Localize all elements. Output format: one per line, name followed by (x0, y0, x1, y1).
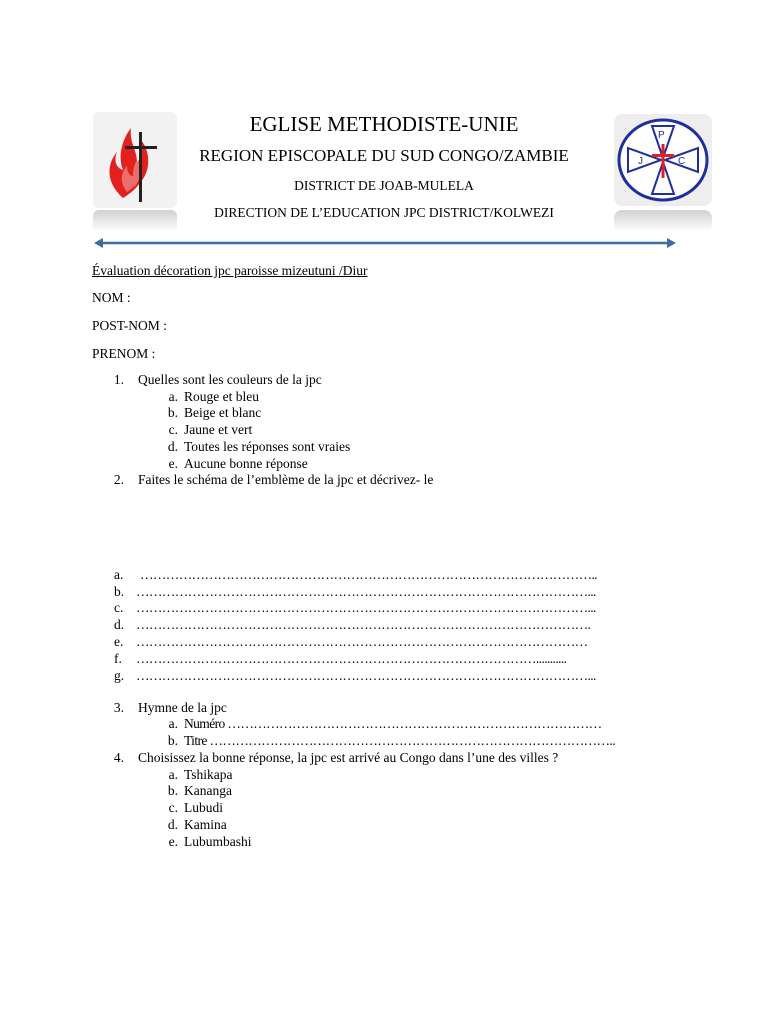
q4-option-letter: e. (168, 834, 178, 849)
q1-option-text: Beige et blanc (184, 405, 262, 420)
q3-option-text: Numéro …………………………………………………………………………… (184, 716, 602, 731)
q4-option-letter: c. (168, 800, 178, 815)
q4-option-text: Kamina (184, 817, 227, 832)
q1-option-letter: c. (168, 422, 178, 437)
q1-option-text: Jaune et vert (184, 422, 253, 437)
church-title: EGLISE METHODISTE-UNIE (249, 112, 519, 136)
q1-option-text: Aucune bonne réponse (184, 456, 308, 471)
q1-option-letter: b. (167, 405, 178, 420)
q1-option-text: Rouge et bleu (184, 389, 259, 404)
jpc-letter-j: J (638, 156, 643, 167)
q4-option-letter: a. (168, 767, 178, 782)
q3-option-letter: b. (167, 733, 178, 748)
q2-line-letter: f. (114, 651, 122, 666)
q2-line-letter: b. (114, 584, 125, 599)
q3-number: 3. (113, 700, 124, 715)
jpc-letter-c: C (678, 156, 686, 167)
jpc-letter-p: P (658, 130, 665, 141)
q1-number: 1. (113, 372, 124, 387)
q1-option-letter: d. (167, 439, 178, 454)
q1-text: Quelles sont les couleurs de la jpc (138, 372, 322, 387)
prenom-label: PRENOM : (92, 346, 156, 361)
q3-text: Hymne de la jpc (138, 700, 227, 715)
q3-option-text: Titre ………………………………………………………………………………….. (184, 733, 615, 748)
q2-line-letter: d. (114, 617, 125, 632)
q2-answer-line: ……………………………………………………………………………………………. (136, 617, 591, 632)
region-title: REGION EPISCOPALE DU SUD CONGO/ZAMBIE (199, 146, 569, 165)
q3-option-letter: a. (168, 716, 178, 731)
q1-option-text: Toutes les réponses sont vraies (184, 439, 351, 454)
q2-line-letter: c. (114, 600, 124, 615)
q1-option-letter: a. (168, 389, 178, 404)
q2-number: 2. (113, 472, 124, 487)
q4-option-text: Tshikapa (184, 767, 233, 782)
q2-text: Faites le schéma de l’emblème de la jpc et décrivez- le (138, 472, 434, 487)
q4-option-letter: d. (167, 817, 178, 832)
q4-text: Choisissez la bonne réponse, la jpc est arrivé au Congo dans l’une des villes ? (138, 750, 559, 765)
q1-option-letter: e. (168, 456, 178, 471)
q4-option-letter: b. (167, 783, 178, 798)
q2-answer-line: …………………………………………………………………………………........... (136, 651, 567, 666)
q4-option-text: Lubudi (184, 800, 223, 815)
q2-line-letter: a. (114, 567, 124, 582)
nom-label: NOM : (92, 290, 131, 305)
q2-answer-line: ……………………………………………………………………………………………... (136, 600, 596, 615)
q2-answer-line: …………………………………………………………………………………………… (136, 634, 588, 649)
q4-option-text: Kananga (184, 783, 232, 798)
q4-number: 4. (113, 750, 124, 765)
q2-line-letter: e. (114, 634, 124, 649)
header-divider-arrow (94, 236, 676, 250)
direction-title: DIRECTION DE L’EDUCATION JPC DISTRICT/KOLWEZI (214, 205, 554, 220)
q4-option-text: Lubumbashi (184, 834, 252, 849)
q2-answer-line: ……………………………………………………………………………………………... (136, 668, 596, 683)
q2-answer-line: …………………………………………………………………………………………….. (140, 567, 598, 582)
q2-answer-line: ……………………………………………………………………………………………... (136, 584, 596, 599)
evaluation-title: Évaluation décoration jpc paroisse mizeutuni /Diur (92, 263, 368, 278)
q2-line-letter: g. (114, 668, 125, 683)
postnom-label: POST-NOM : (92, 318, 167, 333)
district-title: DISTRICT DE JOAB-MULELA (294, 178, 474, 193)
